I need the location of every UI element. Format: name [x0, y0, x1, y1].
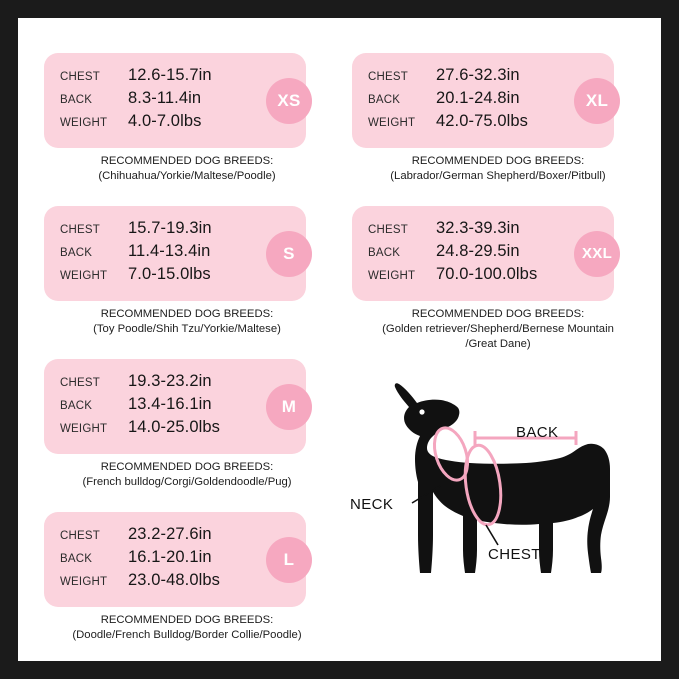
measurements-panel-xs: [44, 53, 306, 148]
value-back: 11.4-13.4in: [128, 242, 211, 260]
row-label-back: BACK: [60, 553, 93, 565]
value-back: 13.4-16.1in: [128, 395, 212, 413]
breeds-heading: RECOMMENDED DOG BREEDS:: [411, 308, 585, 320]
value-chest: 27.6-32.3in: [436, 66, 520, 84]
breeds-heading: RECOMMENDED DOG BREEDS:: [100, 155, 274, 167]
value-chest: 19.3-23.2in: [128, 372, 212, 390]
breeds-list-line1: (Golden retriever/Shepherd/Bernese Mountain: [382, 323, 614, 335]
diagram-label-neck: NECK: [350, 496, 394, 513]
breeds-list: (Chihuahua/Yorkie/Maltese/Poodle): [98, 170, 276, 182]
measurements-panel-xl: [352, 53, 614, 148]
size-badge-xs: XS: [266, 78, 312, 124]
breeds-list: (Labrador/German Shepherd/Boxer/Pitbull): [390, 170, 606, 182]
left-size-column: [44, 53, 330, 647]
size-block-xl: [352, 53, 644, 184]
breeds-heading: RECOMMENDED DOG BREEDS:: [411, 155, 585, 167]
row-back: [368, 242, 604, 265]
breeds-heading: RECOMMENDED DOG BREEDS:: [100, 461, 274, 473]
measurements-panel-s: [44, 206, 306, 301]
row-label-chest: CHEST: [60, 224, 100, 236]
value-weight: 42.0-75.0lbs: [436, 112, 529, 130]
row-label-weight: WEIGHT: [60, 270, 108, 282]
breeds-list: (French bulldog/Corgi/Goldendoodle/Pug): [82, 476, 292, 488]
row-label-back: BACK: [60, 400, 93, 412]
right-size-column: [352, 53, 644, 356]
breeds-list: (Doodle/French Bulldog/Border Collie/Poodle): [72, 629, 302, 641]
row-back: [60, 548, 296, 571]
breeds-xl: [352, 154, 644, 184]
row-label-back: BACK: [368, 247, 401, 259]
diagram-label-back: BACK: [516, 424, 559, 441]
row-back: [60, 242, 296, 265]
value-chest: 12.6-15.7in: [128, 66, 212, 84]
value-chest: 32.3-39.3in: [436, 219, 520, 237]
row-label-chest: CHEST: [368, 224, 408, 236]
value-weight: 14.0-25.0lbs: [128, 418, 221, 436]
row-label-weight: WEIGHT: [60, 423, 108, 435]
breeds-s: [44, 307, 330, 337]
value-weight: 23.0-48.0lbs: [128, 571, 221, 589]
breeds-list: (Toy Poodle/Shih Tzu/Yorkie/Maltese): [93, 323, 281, 335]
breeds-list-line2: /Great Dane): [465, 338, 531, 350]
size-badge-m: M: [266, 384, 312, 430]
row-weight: [368, 265, 604, 288]
row-chest: [60, 372, 296, 395]
size-badge-l: L: [266, 537, 312, 583]
size-block-xs: [44, 53, 330, 184]
value-back: 16.1-20.1in: [128, 548, 212, 566]
dog-measurement-diagram: [348, 370, 648, 620]
row-label-back: BACK: [60, 94, 93, 106]
value-back: 20.1-24.8in: [436, 89, 520, 107]
breeds-heading: RECOMMENDED DOG BREEDS:: [100, 308, 274, 320]
size-block-xxl: [352, 206, 644, 352]
measurements-panel-xxl: [352, 206, 614, 301]
row-label-weight: WEIGHT: [368, 270, 416, 282]
row-label-weight: WEIGHT: [60, 117, 108, 129]
row-back: [60, 89, 296, 112]
measurements-panel-m: [44, 359, 306, 454]
value-back: 8.3-11.4in: [128, 89, 202, 107]
row-label-chest: CHEST: [60, 377, 100, 389]
breeds-l: [44, 613, 330, 643]
size-badge-xxl: XXL: [574, 231, 620, 277]
size-chart-card: [18, 18, 661, 661]
row-label-chest: CHEST: [60, 530, 100, 542]
row-label-chest: CHEST: [368, 71, 408, 83]
row-weight: [60, 265, 296, 288]
value-chest: 15.7-19.3in: [128, 219, 212, 237]
row-back: [368, 89, 604, 112]
value-weight: 4.0-7.0lbs: [128, 112, 202, 130]
row-weight: [60, 418, 296, 441]
row-label-back: BACK: [368, 94, 401, 106]
breeds-m: [44, 460, 330, 490]
row-weight: [368, 112, 604, 135]
size-block-s: [44, 206, 330, 337]
row-chest: [368, 219, 604, 242]
size-block-m: [44, 359, 330, 490]
value-back: 24.8-29.5in: [436, 242, 520, 260]
row-weight: [60, 112, 296, 135]
value-weight: 70.0-100.0lbs: [436, 265, 538, 283]
row-label-chest: CHEST: [60, 71, 100, 83]
breeds-xs: [44, 154, 330, 184]
row-weight: [60, 571, 296, 594]
size-badge-xl: XL: [574, 78, 620, 124]
row-chest: [60, 219, 296, 242]
diagram-label-chest: CHEST: [488, 546, 541, 563]
breeds-xxl: [352, 307, 644, 352]
row-chest: [60, 66, 296, 89]
value-weight: 7.0-15.0lbs: [128, 265, 211, 283]
row-label-back: BACK: [60, 247, 93, 259]
row-back: [60, 395, 296, 418]
row-chest: [60, 525, 296, 548]
row-label-weight: WEIGHT: [368, 117, 416, 129]
chest-leader-line: [486, 525, 498, 545]
measurements-panel-l: [44, 512, 306, 607]
row-chest: [368, 66, 604, 89]
dog-silhouette-icon: [348, 370, 648, 620]
size-block-l: [44, 512, 330, 643]
value-chest: 23.2-27.6in: [128, 525, 212, 543]
size-badge-s: S: [266, 231, 312, 277]
row-label-weight: WEIGHT: [60, 576, 108, 588]
breeds-heading: RECOMMENDED DOG BREEDS:: [100, 614, 274, 626]
